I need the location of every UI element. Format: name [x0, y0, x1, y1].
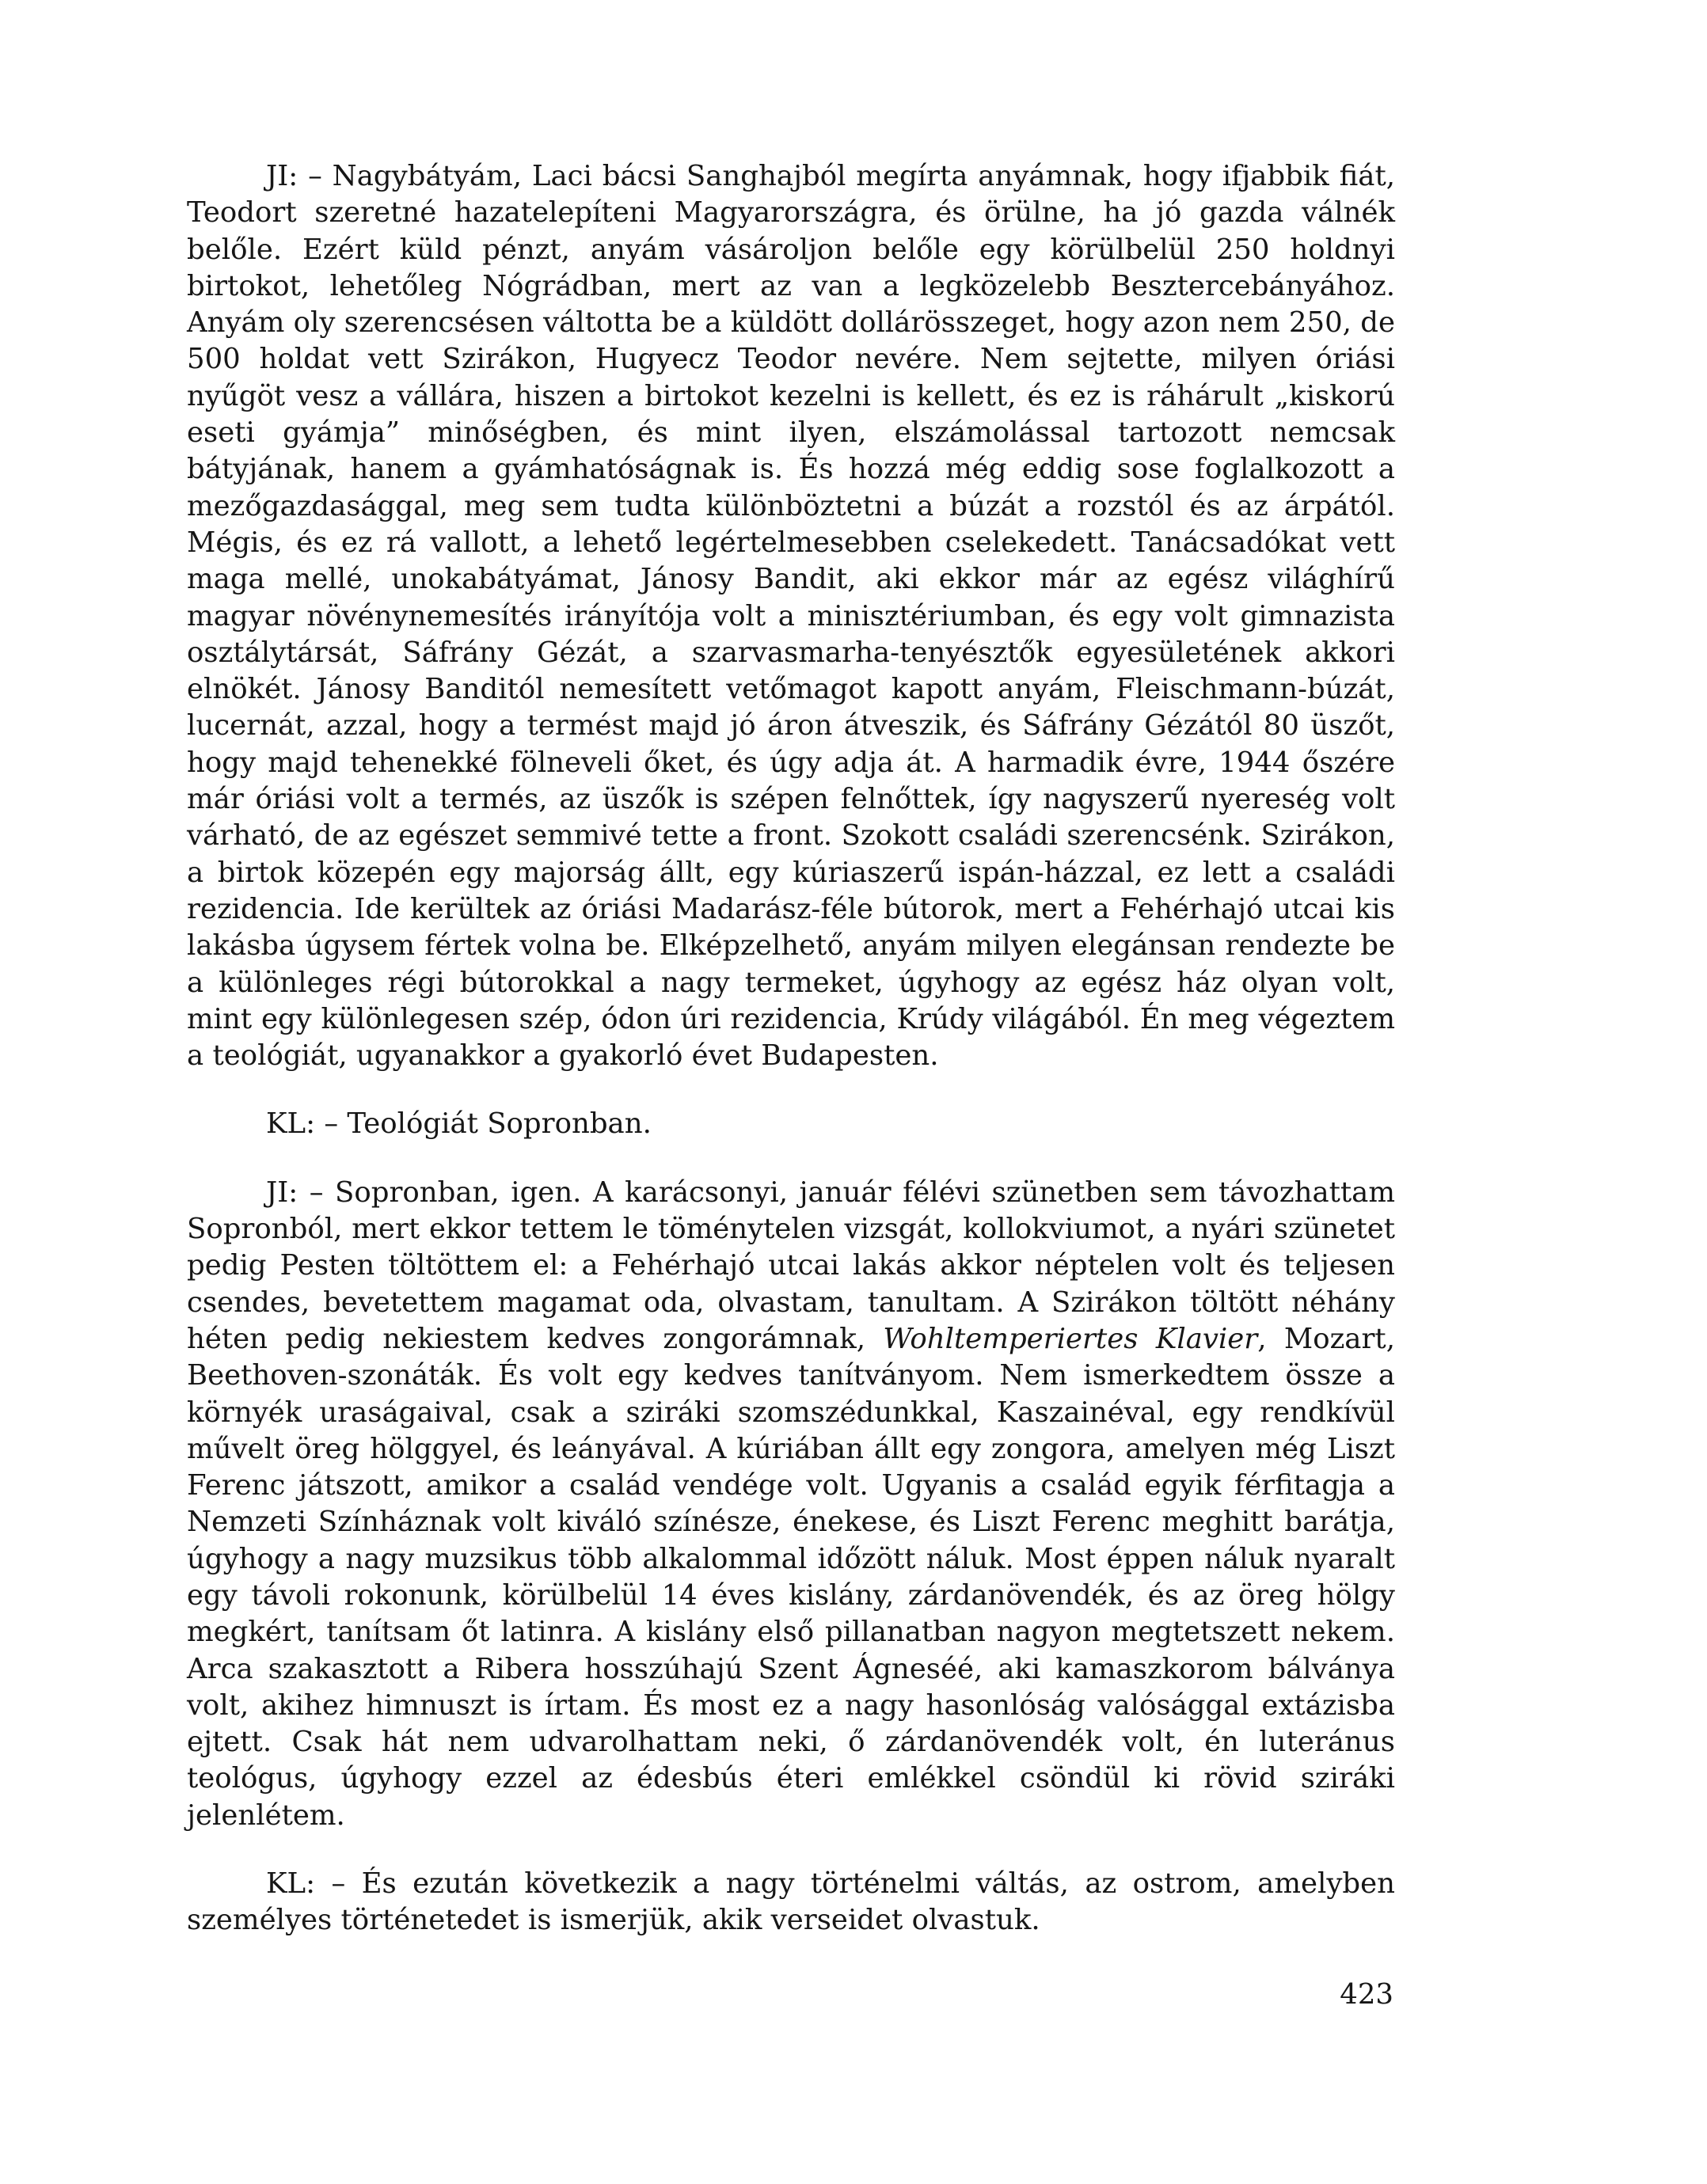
speaker-label: KL:	[266, 1867, 316, 1901]
interview-text	[187, 158, 1395, 1971]
paragraph-ji-2	[187, 1175, 1395, 1834]
paragraph-text: – Nagybátyám, Laci bácsi Sanghajból megírta anyámnak, hogy ifjabbik fiát, Teodort szeretné hazatelepíteni Magyarországra, és örülne, ha jó gazda válnék belőle. Ezért küld pénzt, anyám vásároljon belőle egy körülbelül 250 holdnyi birtokot, lehetőleg Nógrádban, mert az van a legközelebb Besztercebányához. Anyám oly szerencsésen váltotta be a küldött dollárösszeget, hogy azon nem 250, de 500 holdat vett Szirákon, Hugyecz Teodor nevére. Nem sejtette, milyen óriási nyűgöt vesz a vállára, hiszen a birtokot kezelni is kellett, és ez is ráhárult „kiskorú eseti gyámja” minőségben, és mint ilyen, elszámolással tartozott nemcsak bátyjának, hanem a gyámhatóságnak is. És hozzá még eddig sose foglalkozott a mezőgazdasággal, meg sem tudta különböztetni a búzát a rozstól és az árpától. Mégis, és ez rá vallott, a lehető legértelmesebben cselekedett. Tanácsadókat vett maga mellé, unokabátyámat, Jánosy Bandit, aki ekkor már az egész világhírű magyar növénynemesítés irányítója volt a minisztériumban, és egy volt gimnazista osztálytársát, Sáfrány Gézát, a szarvasmarha-tenyésztők egyesületének akkori elnökét. Jánosy Banditól nemesített vetőmagot kapott anyám, Fleischmann-búzát, lucernát, azzal, hogy a termést majd jó áron átveszik, és Sáfrány Gézától 80 üszőt, hogy majd tehenekké fölneveli őket, és úgy adja át. A harmadik évre, 1944 őszére már óriási volt a termés, az üszők is szépen felnőttek, így nagyszerű nyereség volt várható, de az egészet semmivé tette a front. Szokott családi szerencsénk. Szirákon, a birtok közepén egy majorság állt, egy kúriaszerű ispán-házzal, ez lett a családi rezidencia. Ide kerültek az óriási Madarász-féle bútorok, mert a Fehérhajó utcai kis lakásba úgysem fértek volna be. Elképzelhető, anyám milyen elegánsan rendezte be a különleges régi bútorokkal a nagy termeket, úgyhogy az egész ház olyan volt, mint egy különlegesen szép, ódon úri rezidencia, Krúdy világából. Én meg végeztem a teológiát, ugyanakkor a gyakorló évet Budapesten.	[187, 160, 1395, 1073]
paragraph-kl-2	[187, 1866, 1395, 1939]
paragraph-text: , Mozart, Beethoven-szonáták. És volt egy kedves tanítványom. Nem ismerkedtem össze a környék uraságaival, csak a sziráki szomszédunkkal, Kaszainéval, egy rendkívül művelt öreg hölggyel, és leányával. A kúriában állt egy zongora, amelyen még Liszt Ferenc játszott, amikor a család vendége volt. Ugyanis a család egyik férfitagja a Nemzeti Színháznak volt kiváló színésze, énekese, és Liszt Ferenc meghitt barátja, úgyhogy a nagy muzsikus több alkalommal időzött náluk. Most éppen náluk nyaralt egy távoli rokonunk, körülbelül 14 éves kislány, zárdanövendék, és az öreg hölgy megkért, tanítsam őt latinra. A kislány első pillanatban nagyon megtetszett nekem. Arca szakasztott a Ribera hosszúhajú Szent Ágneséé, aki kamaszkorom bálványa volt, akihez himnuszt is írtam. És most ez a nagy hasonlóság valósággal extázisba ejtett. Csak hát nem udvarolhattam neki, ő zárdanövendék volt, én luteránus teológus, úgyhogy ezzel az édesbús éteri emlékkel csöndül ki rövid sziráki jelenlétem.	[187, 1322, 1395, 1832]
paragraph-text: – És ezután következik a nagy történelmi váltás, az ostrom, amelyben személyes történetedet is ismerjük, akik verseidet olvastuk.	[187, 1867, 1395, 1937]
paragraph-ji-1	[187, 158, 1395, 1074]
speaker-label: KL:	[266, 1107, 316, 1141]
paragraph-text: – Teológiát Sopronban.	[315, 1107, 652, 1141]
speaker-label: JI:	[266, 160, 298, 192]
paragraph-kl-1	[187, 1106, 1395, 1142]
speaker-label: JI:	[266, 1176, 298, 1209]
paragraph-text: – Sopronban, igen. A karácsonyi, január félévi szünetben sem távozhattam Sopronból, mert ekkor tettem le töménytelen vizsgát, kollokviumot, a nyári szünetet pedig Pesten töltöttem el: a Fehérhajó utcai lakás akkor néptelen volt és teljesen csendes, bevetettem magamat oda, olvastam, tanultam. A Szirákon töltött néhány héten pedig nekiestem kedves zongorámnak,	[187, 1176, 1395, 1355]
italic-title: Wohltemperiertes Klavier	[883, 1322, 1258, 1355]
page-number: 423	[1340, 1978, 1393, 2011]
